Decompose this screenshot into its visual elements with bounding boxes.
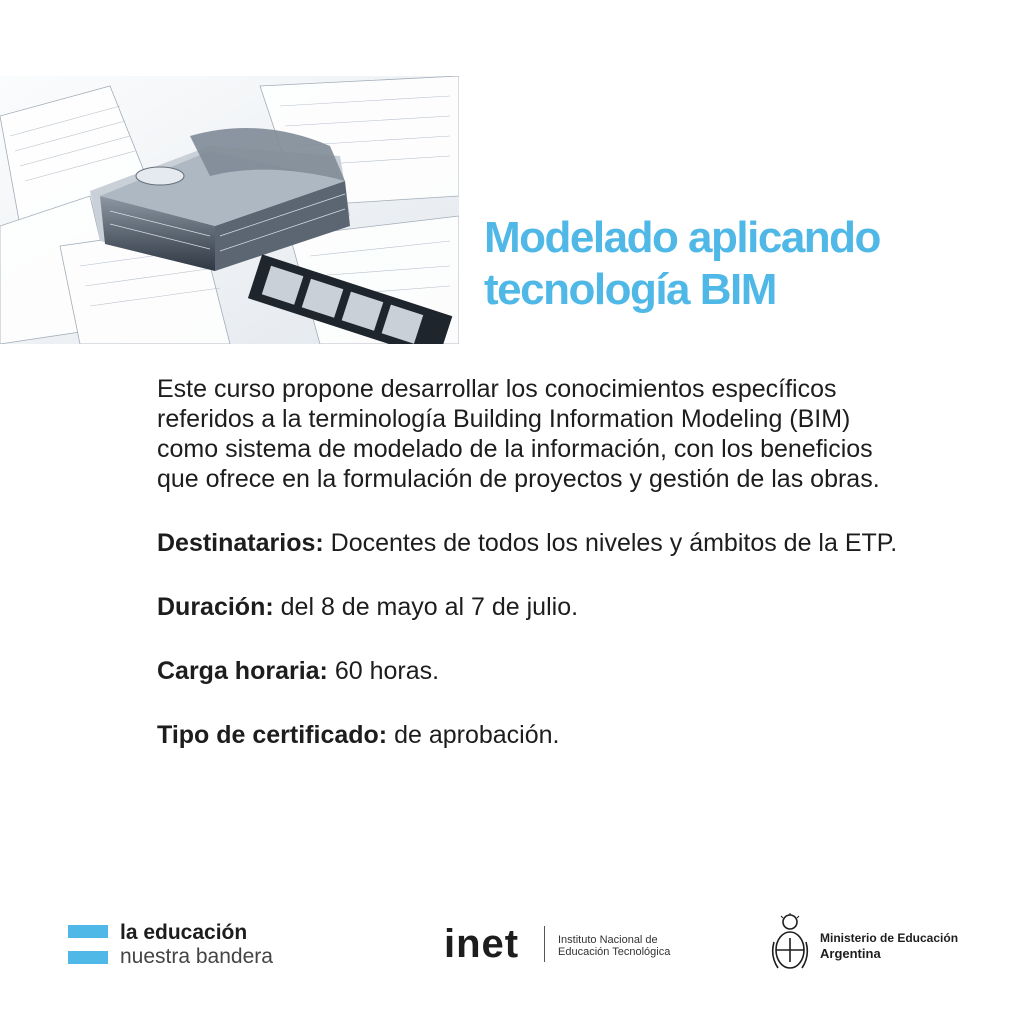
ministry-name: [820, 930, 958, 962]
course-title: [484, 212, 1004, 316]
description-line: referidos a la terminología Building Information Modeling (BIM): [157, 405, 851, 433]
description-line: Este curso propone desarrollar los conocimientos específicos: [157, 375, 837, 403]
inet-name-line1: Instituto Nacional de: [558, 934, 658, 946]
field-label: Carga horaria:: [157, 657, 328, 685]
bim-building-image: [0, 76, 459, 344]
field-value: Docentes de todos los niveles y ámbitos de la ETP.: [323, 529, 898, 557]
campaign-line2: nuestra bandera: [120, 945, 273, 968]
campaign-line1: la educación: [120, 921, 248, 944]
field-value: 60 horas.: [327, 657, 440, 685]
field-label: Destinatarios:: [157, 529, 324, 557]
course-description: [157, 374, 957, 494]
coat-of-arms-icon: [770, 912, 810, 981]
ministry-line1: Ministerio de Educación: [820, 931, 959, 945]
field-duracion: [157, 592, 957, 622]
inet-divider: [544, 926, 545, 962]
description-line: como sistema de modelado de la información, con los beneficios: [157, 435, 873, 463]
field-value: del 8 de mayo al 7 de julio.: [273, 593, 579, 621]
description-line: que ofrece en la formulación de proyectos y gestión de las obras.: [157, 465, 880, 493]
field-tipo-certificado: [157, 720, 957, 750]
field-destinatarios: [157, 528, 957, 558]
flag-icon-top-bar: [68, 925, 108, 938]
flag-icon-bottom-bar: [68, 951, 108, 964]
inet-name: [558, 934, 670, 958]
course-details: [157, 374, 957, 750]
inet-logo: inet: [444, 922, 520, 966]
field-carga-horaria: [157, 656, 957, 686]
course-title-line2: tecnología BIM: [484, 265, 776, 314]
field-value: de aprobación.: [387, 721, 560, 749]
field-label: Duración:: [157, 593, 274, 621]
field-label: Tipo de certificado:: [157, 721, 388, 749]
inet-name-line2: Educación Tecnológica: [558, 946, 671, 958]
ministry-line2: Argentina: [820, 946, 881, 961]
course-title-line1: Modelado aplicando: [484, 213, 880, 262]
